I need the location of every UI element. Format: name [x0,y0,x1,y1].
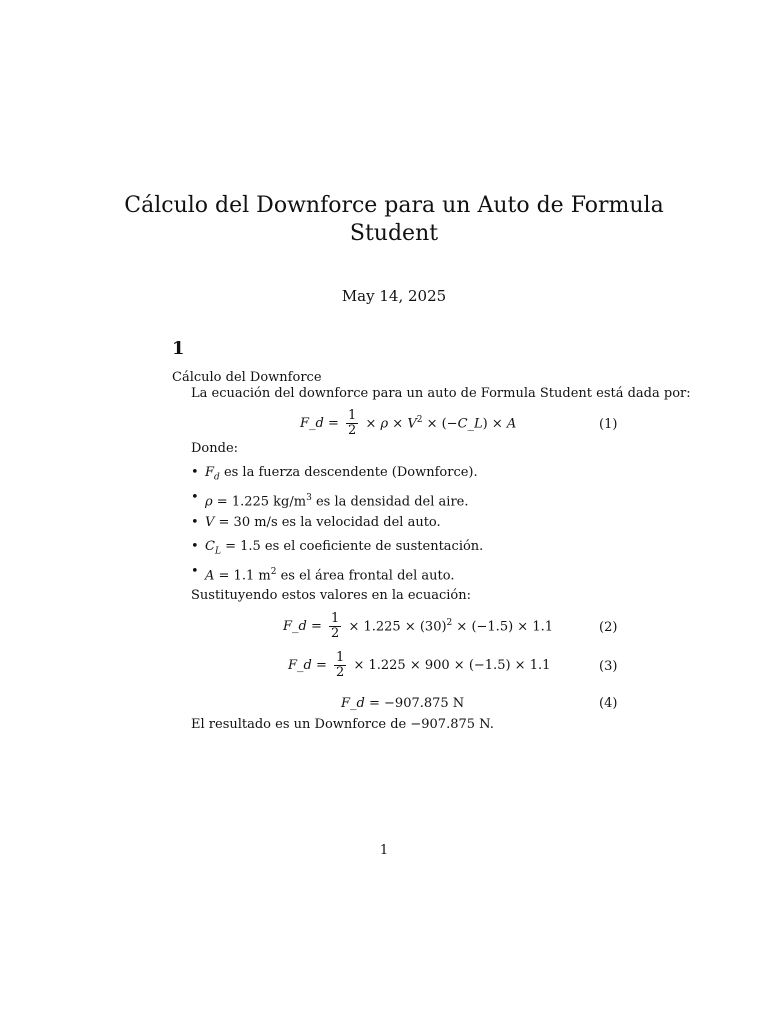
substitution-label: Sustituyendo estos valores en la ecuación: [191,588,471,603]
paper-title [120,192,668,248]
paper-date: May 14, 2025 [341,287,447,305]
bullet-icon: • [191,490,199,505]
equation-4: F _ d = −907.875 N [341,696,465,711]
title-line-1: Cálculo del Downforce para un Auto de Formula [124,193,664,218]
intro-paragraph: La ecuación del downforce para un auto de Formula Student está dada por: [191,386,691,401]
eq2-number: (2) [599,620,618,635]
equation-1: F _ d = $\frac{1}{2}$ × $\rho \times V^2$ × (−C_L) × A [300,408,517,438]
section-title: Cálculo del Downforce [172,370,322,385]
result-sentence: El resultado es un Downforce de −907.875 N. [191,717,494,732]
page-number: 1 [379,843,389,858]
bullet-icon: • [191,465,199,480]
bullet-v: V = 30 m/s es la velocidad del auto. [205,515,441,530]
eq4-number: (4) [599,696,618,711]
where-label: Donde: [191,441,239,456]
bullet-fd: $F_d$ es la fuerza descendente (Downforce). [205,465,478,483]
equation-2: F _ d = $\frac{1}{2}$ × $1.225 \times (30)^2 \times (-1.5) \times 1.1$ [283,611,553,641]
section-number: 1 [172,338,185,359]
bullet-icon: • [191,564,199,579]
equation-3: F _ d = $\frac{1}{2}$ × 1.225 × 900 × (−1.5) × 1.1 [288,650,551,680]
bullet-cl: $C_L = 1.5$ es el coeficiente de sustentación. [205,539,484,557]
bullet-a: A = 1.1 $m^2$ es el área frontal del auto. [205,567,455,584]
eq1-fraction: $\frac{1}{2}$ [348,408,357,438]
bullet-icon: • [191,539,199,554]
bullet-icon: • [191,515,199,530]
eq1-number: (1) [599,417,618,432]
title-line-2: Student [349,221,439,246]
eq1-lhs: F [300,416,310,431]
bullet-rho: ρ = 1.225 $kg/m^3$ es la densidad del aire. [205,493,469,510]
eq3-number: (3) [599,659,618,674]
